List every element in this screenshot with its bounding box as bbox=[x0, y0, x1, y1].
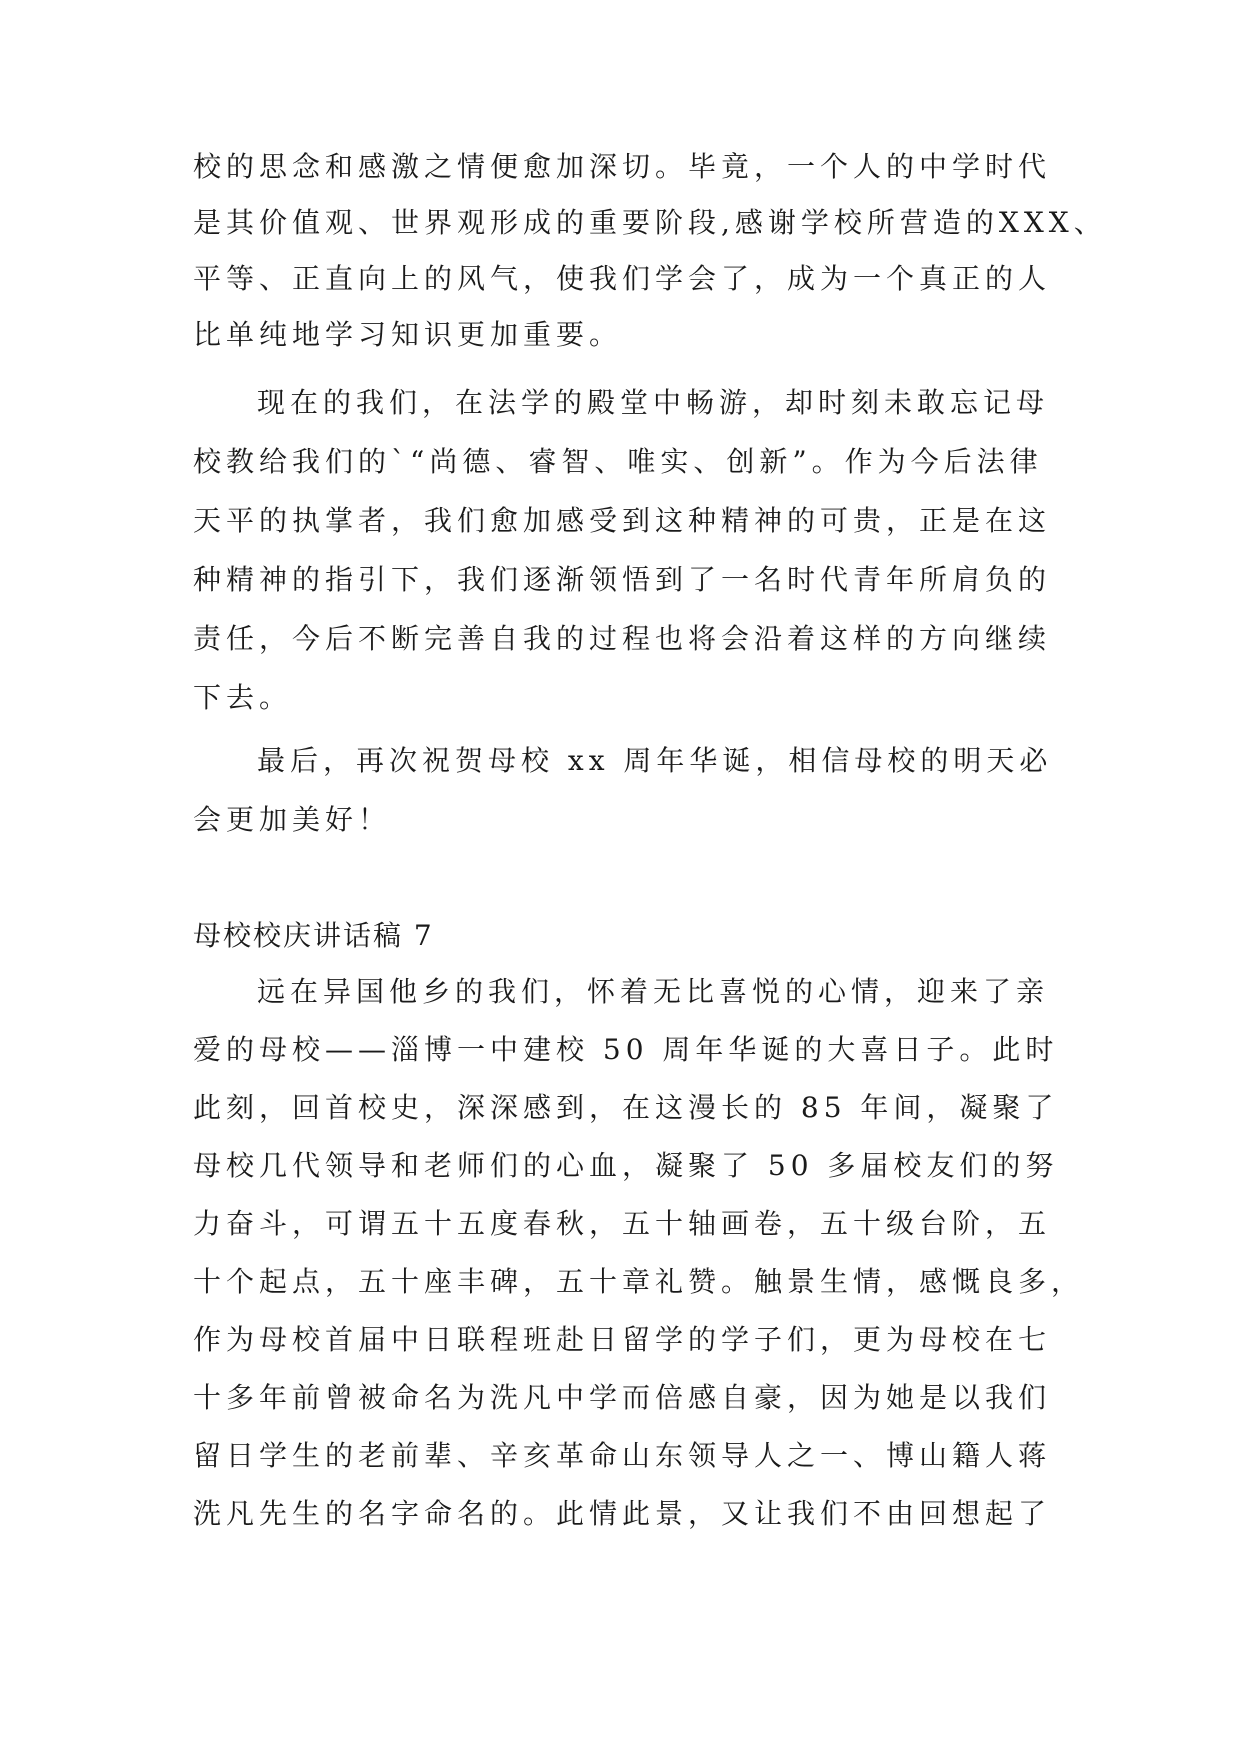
paragraph-line: 校的思念和感激之情便愈加深切。毕竟，一个人的中学时代 bbox=[193, 150, 1052, 183]
paragraph-line: 爱的母校——淄博一中建校 50 周年华诞的大喜日子。此时 bbox=[193, 1033, 1059, 1066]
paragraph-line: 最后，再次祝贺母校 xx 周年华诞，相信母校的明天必 bbox=[257, 744, 1053, 777]
paragraph-line: 比单纯地学习知识更加重要。 bbox=[193, 318, 623, 351]
paragraph-line: 作为母校首届中日联程班赴日留学的学子们，更为母校在七 bbox=[193, 1323, 1052, 1356]
paragraph-line: 现在的我们，在法学的殿堂中畅游，却时刻未敢忘记母 bbox=[257, 386, 1050, 419]
paragraph-line: 十多年前曾被命名为洗凡中学而倍感自豪，因为她是以我们 bbox=[193, 1381, 1052, 1414]
paragraph-line: 力奋斗，可谓五十五度春秋，五十轴画卷，五十级台阶，五 bbox=[193, 1207, 1052, 1240]
paragraph-line: 校教给我们的`“尚德、睿智、唯实、创新”。作为今后法律 bbox=[193, 445, 1043, 478]
paragraph-line: 天平的执掌者，我们愈加感受到这种精神的可贵，正是在这 bbox=[193, 504, 1052, 537]
paragraph-line: 平等、正直向上的风气，使我们学会了，成为一个真正的人 bbox=[193, 262, 1052, 295]
paragraph-line: 是其价值观、世界观形成的重要阶段,感谢学校所营造的XXX、 bbox=[193, 206, 1107, 239]
paragraph-line: 责任，今后不断完善自我的过程也将会沿着这样的方向继续 bbox=[193, 622, 1052, 655]
paragraph-line: 十个起点，五十座丰碑，五十章礼赞。触景生情，感慨良多， bbox=[193, 1265, 1085, 1298]
paragraph-line: 远在异国他乡的我们，怀着无比喜悦的心情，迎来了亲 bbox=[257, 975, 1050, 1008]
paragraph-line: 留日学生的老前辈、辛亥革命山东领导人之一、博山籍人蒋 bbox=[193, 1439, 1052, 1472]
paragraph-line: 种精神的指引下，我们逐渐领悟到了一名时代青年所肩负的 bbox=[193, 563, 1052, 596]
paragraph-line: 下去。 bbox=[193, 681, 293, 714]
paragraph-line: 会更加美好！ bbox=[193, 803, 392, 836]
paragraph-line: 此刻，回首校史，深深感到，在这漫长的 85 年间，凝聚了 bbox=[193, 1091, 1059, 1124]
section-heading: 母校校庆讲话稿 7 bbox=[193, 919, 434, 952]
paragraph-line: 母校几代领导和老师们的心血，凝聚了 50 多届校友们的努 bbox=[193, 1149, 1059, 1182]
paragraph-line: 洗凡先生的名字命名的。此情此景，又让我们不由回想起了 bbox=[193, 1497, 1052, 1530]
